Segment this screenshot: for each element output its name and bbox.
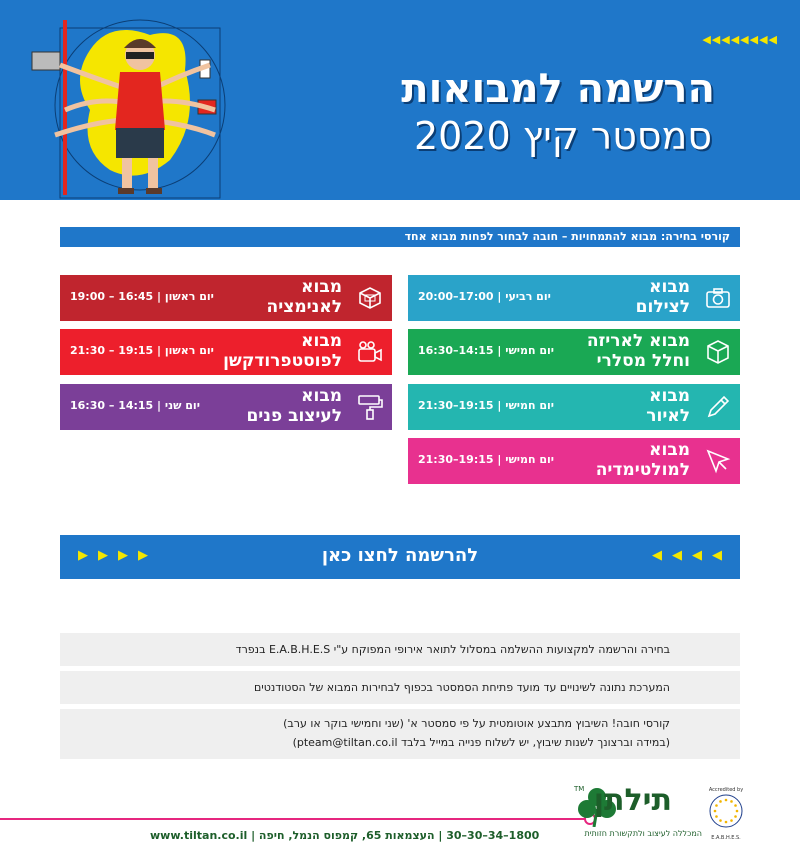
eabhes-accreditation-badge: Accredited by E.A.B.H.E.S. xyxy=(708,787,744,841)
course-animation[interactable] xyxy=(60,275,392,321)
cta-arrows-right: ◀◀◀◀ xyxy=(652,548,732,563)
star-mark xyxy=(734,815,737,818)
page-title: הרשמה למבואות xyxy=(401,66,715,112)
star-mark xyxy=(719,819,722,822)
pencil-icon xyxy=(704,393,732,421)
star-mark xyxy=(725,821,728,824)
footer-contact: 1800–34–30–30 | העצמאות 65, קמפוס הנמל, חיפה | www.tiltan.co.il xyxy=(150,829,540,842)
course-schedule: יום חמישי | 19:15–21:30 xyxy=(418,399,555,412)
note-mandatory-courses: קורסי חובה! השיבוץ מתבצע אוטומטית על פי סמסטר א' (שני וחמישי בוקר או ערב) (במידה וברצונך לשנות שיבוץ, יש לשלוח פנייה במייל בלבד pteam@tiltan.co.il) xyxy=(60,709,740,759)
note-eabhes: בחירה והרשמה למקצועות ההשלמה במסלול לתואר אירופי המפוקח ע"י E.A.B.H.E.S בנפרד xyxy=(60,633,740,666)
star-mark xyxy=(736,810,739,813)
course-postproduction[interactable] xyxy=(60,329,392,375)
eu-stars-icon xyxy=(708,793,744,829)
note-schedule-changes: המערכת נתונה לשינויים עד מועד פתיחת הסמסטר בכפוף לבחירות המבוא של הסטודנטים xyxy=(60,671,740,704)
course-schedule: יום ראשון | 16:45 – 19:00 xyxy=(70,290,214,303)
course-photography[interactable] xyxy=(408,275,740,321)
course-schedule: יום חמישי | 19:15–21:30 xyxy=(418,453,555,466)
star-mark xyxy=(725,799,728,802)
cursor-icon xyxy=(704,447,732,475)
course-schedule: יום רביעי | 17:00–20:00 xyxy=(418,290,551,303)
course-schedule: יום שני | 14:15 – 16:30 xyxy=(70,399,200,412)
star-mark xyxy=(730,800,733,803)
course-name: מבוא לאריזה וחלל מסלרי xyxy=(586,331,690,371)
register-button-label: להרשמה לחצו כאן xyxy=(321,545,479,566)
video-camera-icon xyxy=(356,338,384,366)
page-subtitle: סמסטר קיץ 2020 xyxy=(413,114,712,158)
course-interior-design[interactable] xyxy=(60,384,392,430)
star-mark xyxy=(715,815,718,818)
selection-instructions-bar: קורסי בחירה: מבוא להתמחויות – חובה לבחור לפחות מבוא אחד xyxy=(60,227,740,247)
register-button[interactable] xyxy=(60,535,740,579)
course-name: מבוא לאנימציה xyxy=(266,277,342,317)
paint-roller-icon xyxy=(356,393,384,421)
course-schedule: יום חמישי | 14:15–16:30 xyxy=(418,344,555,357)
cta-arrows-left: ▶▶▶▶ xyxy=(78,548,158,563)
course-schedule: יום ראשון | 19:15 – 21:30 xyxy=(70,344,214,357)
star-mark xyxy=(719,800,722,803)
course-packaging[interactable] xyxy=(408,329,740,375)
header-banner xyxy=(0,0,800,200)
camera-icon xyxy=(704,284,732,312)
star-mark xyxy=(734,804,737,807)
footer-divider xyxy=(0,818,590,820)
tiltan-logo: TM תילתן המכללה לעיצוב ולתקשורת חזותית xyxy=(574,783,702,838)
box-icon xyxy=(704,338,732,366)
course-multimedia[interactable] xyxy=(408,438,740,484)
decorative-arrows: ◀◀◀◀◀◀◀◀ xyxy=(702,33,778,46)
course-name: מבוא לעיצוב פנים xyxy=(246,386,342,426)
course-name: מבוא לצילום xyxy=(635,277,690,317)
course-name: מבוא למולטימדיה xyxy=(595,440,690,480)
course-name: מבוא לאיור xyxy=(646,386,690,426)
cube-icon xyxy=(356,284,384,312)
star-mark xyxy=(715,804,718,807)
course-illustration[interactable] xyxy=(408,384,740,430)
star-mark xyxy=(714,810,717,813)
star-mark xyxy=(730,819,733,822)
course-name: מבוא לפוסטפרודקשן xyxy=(223,331,342,371)
multi-armed-student-illustration xyxy=(20,10,260,200)
